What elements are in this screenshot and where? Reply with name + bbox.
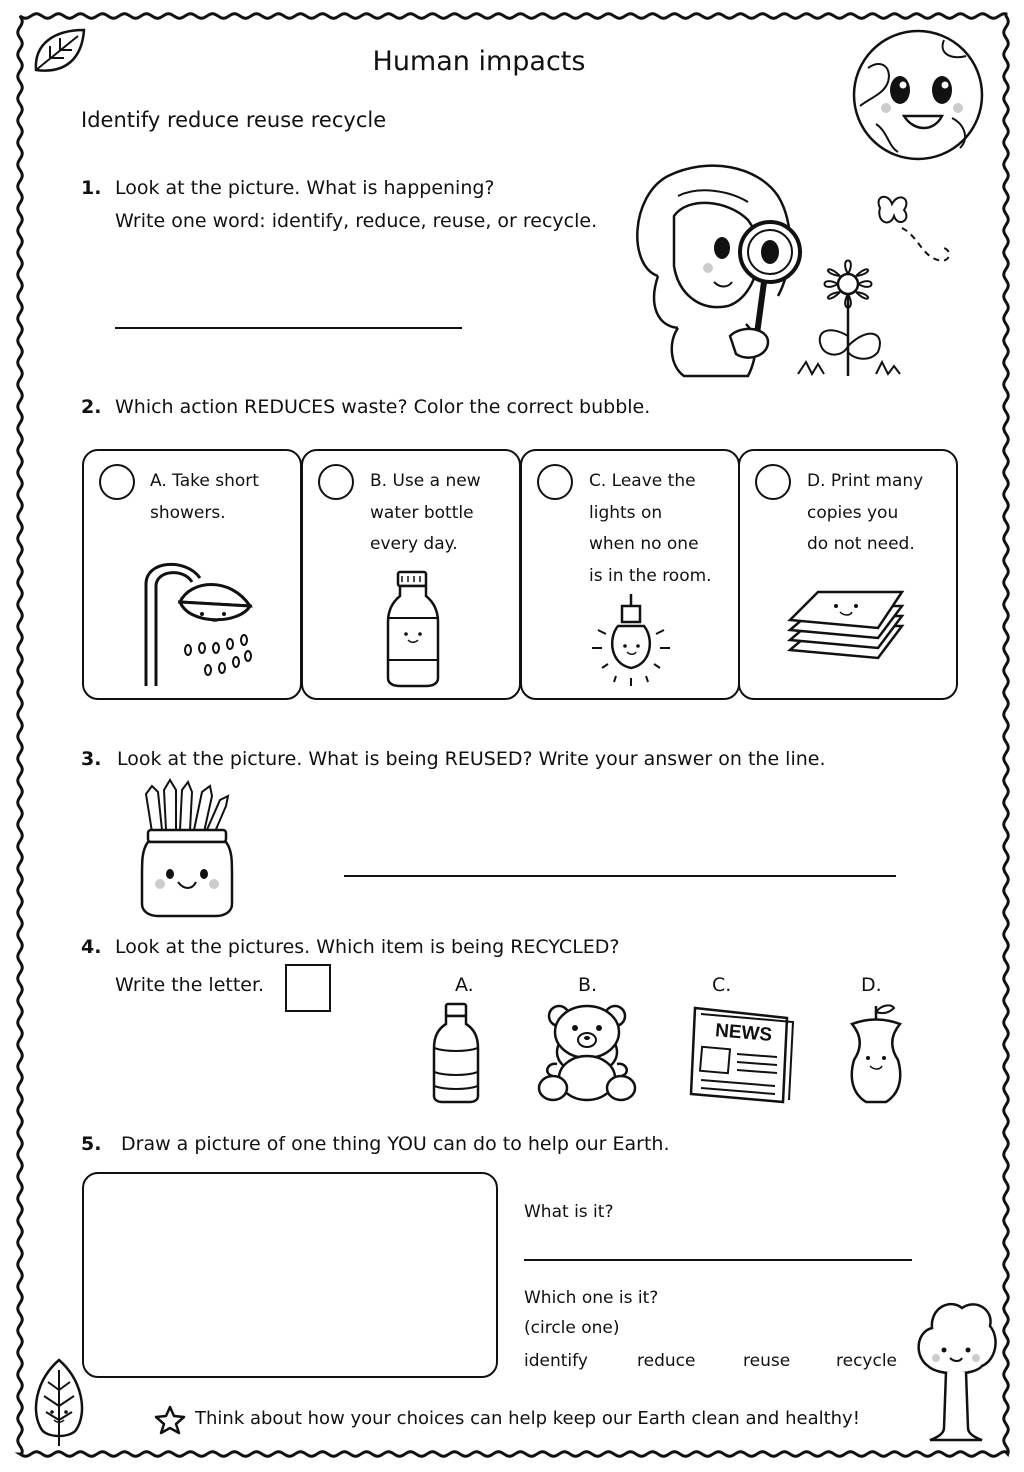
girl-magnifier-illustration: [618, 156, 958, 378]
item-b-letter: B.: [578, 974, 598, 996]
q4-answer-box[interactable]: [285, 964, 331, 1012]
option-a-bubble[interactable]: [99, 464, 135, 500]
tree-icon: [914, 1296, 998, 1444]
footer-message: Think about how your choices can help keep our Earth clean and healthy!: [195, 1408, 860, 1429]
what-is-it-line[interactable]: [524, 1259, 912, 1261]
page-title: Human impacts: [372, 46, 586, 77]
page-subtitle: Identify reduce reuse recycle: [81, 108, 387, 132]
bottom-leaf-icon: [28, 1356, 90, 1448]
paper-stack-icon: [786, 586, 906, 670]
q1-line1: Look at the picture. What is happening?: [115, 177, 495, 199]
q2-number: 2.: [81, 396, 102, 418]
newspaper-icon: [687, 1004, 797, 1104]
option-b-text: B. Use a new water bottle every day.: [370, 471, 481, 554]
option-b-bubble[interactable]: [318, 464, 354, 500]
option-d-text: D. Print many copies you do not need.: [807, 471, 924, 554]
which-one-label: Which one is it?: [524, 1288, 659, 1308]
q1-number: 1.: [81, 177, 102, 199]
q3-prompt: Look at the picture. What is being REUSED? Write your answer on the line.: [117, 748, 826, 770]
what-is-it-label: What is it?: [524, 1202, 614, 1222]
choice-recycle[interactable]: recycle: [836, 1351, 898, 1371]
q4-prompt: Look at the pictures. Which item is being RECYCLED?: [115, 936, 620, 958]
q5-number: 5.: [81, 1133, 102, 1155]
apple-core-icon: [838, 1002, 914, 1106]
q4-number: 4.: [81, 936, 102, 958]
q4-write-label: Write the letter.: [115, 974, 265, 996]
light-bulb-icon: [588, 594, 674, 688]
option-c-bubble[interactable]: [537, 464, 573, 500]
shower-icon: [140, 554, 260, 688]
star-icon: [154, 1405, 186, 1435]
drawing-box[interactable]: [82, 1172, 498, 1378]
option-d-bubble[interactable]: [755, 464, 791, 500]
circle-one-label: (circle one): [524, 1318, 620, 1338]
choice-reuse[interactable]: reuse: [743, 1351, 791, 1371]
plastic-bottle-icon: [430, 1002, 482, 1104]
q3-answer-line[interactable]: [344, 875, 896, 877]
q1-answer-line[interactable]: [115, 327, 462, 329]
choice-reduce[interactable]: reduce: [637, 1351, 696, 1371]
q2-prompt: Which action REDUCES waste? Color the correct bubble.: [115, 396, 651, 418]
choice-identify[interactable]: identify: [524, 1351, 588, 1371]
option-a-text: A. Take short showers.: [150, 471, 259, 523]
item-a-letter: A.: [455, 974, 474, 996]
newspaper-label: NEWS: [714, 1020, 773, 1047]
q5-prompt: Draw a picture of one thing YOU can do to help our Earth.: [121, 1133, 670, 1155]
pencil-jar-icon: [140, 780, 234, 918]
q1-line2: Write one word: identify, reduce, reuse, or recycle.: [115, 210, 598, 232]
q3-number: 3.: [81, 748, 102, 770]
item-d-letter: D.: [861, 974, 882, 996]
teddy-bear-icon: [537, 1002, 637, 1104]
water-bottle-icon: [386, 570, 440, 688]
option-c-text: C. Leave the lights on when no one is in the room.: [589, 471, 712, 586]
item-c-letter: C.: [712, 974, 732, 996]
